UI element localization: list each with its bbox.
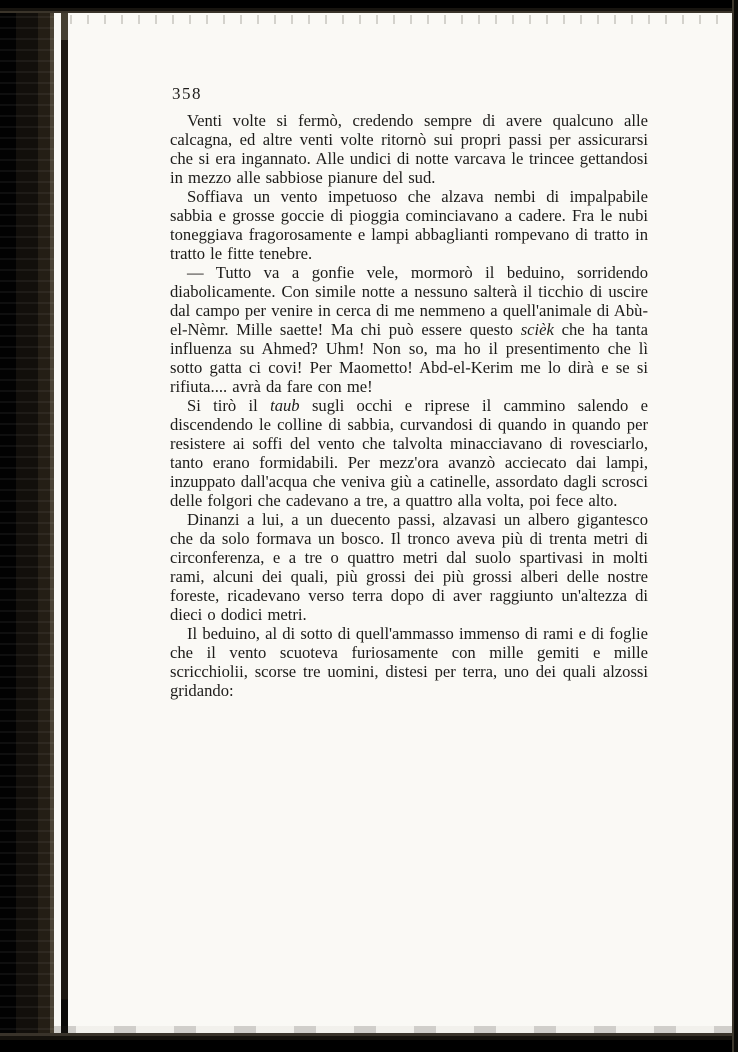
text-segment: che ha tanta influenza su Ahmed? Uhm! Non so, ma ho il presentimento che lì sotto gatta ci covi! Per Maometto! Abd-el-Kerim me lo dirà e se si rifiuta.... avrà da fare con me! (170, 320, 648, 396)
paragraph-3 (170, 263, 648, 396)
text-segment: Soffiava un vento impetuoso che alzava nembi di impalpabile sabbia e grosse goccie di pioggia cominciavano a cadere. Fra le nubi toneggiava fragorosamente e lampi abbaglianti rompevano di tratto in tratto le fitte tenebre. (170, 187, 648, 263)
paragraph-5 (170, 510, 648, 624)
scan-noise-bottom (54, 1026, 738, 1033)
scan-edge-bottom (0, 1033, 738, 1052)
text-segment: Venti volte si fermò, credendo sempre di avere qualcuno alle calcagna, ed altre venti volte ritornò sui propri passi per assicurarsi che si era ingannato. Alle undici di notte varcava le trincee gettandosi in mezzo alle sabbiose pianure del sud. (170, 111, 648, 187)
body-text (170, 111, 648, 700)
text-segment: — Tutto va a gonfie vele, mormorò il beduino, sorridendo diabolicamente. Con simile notte a nessuno salterà il ticchio di uscire dal campo per venire in cerca di me nemmeno a quell'animale di Abù-el-Nèmr. Mille saette! Ma chi può essere questo (170, 263, 648, 339)
scan-edge-right (732, 0, 738, 1052)
text-segment-italic: taub (270, 396, 300, 415)
scan-gutter-line (61, 0, 68, 1052)
scan-noise-top (70, 15, 724, 24)
page-number: 358 (172, 84, 202, 103)
text-column (170, 84, 648, 700)
text-segment: Dinanzi a lui, a un duecento passi, alzavasi un albero gigantesco che da solo formava un bosco. Il tronco aveva più di trenta metri di circonferenza, e a tre o quattro metri dal suolo spartivasi in molti rami, alcuni dei quali, più grossi dei più grossi alberi delle nostre foreste, ricadevano verso terra dopo di aver raggiunto un'altezza di dieci o dodici metri. (170, 510, 648, 624)
paragraph-6 (170, 624, 648, 700)
text-segment-italic: scièk (520, 320, 554, 339)
text-segment: Il beduino, al di sotto di quell'ammasso immenso di rami e di foglie che il vento scuoteva furiosamente con mille gemiti e mille scricchiolii, scorse tre uomini, distesi per terra, uno dei quali alzossi gridando: (170, 624, 648, 700)
paragraph-2 (170, 187, 648, 263)
scan-edge-top (0, 0, 738, 13)
text-segment: sugli occhi e riprese il cammino salendo e discendendo le colline di sabbia, curvandosi di quando in quando per resistere ai soffi del vento che talvolta minacciavano di rovesciarlo, tanto erano formidabili. Per mezz'ora avanzò acciecato dai lampi, inzuppato dall'acqua che veniva giù a catinelle, assordato dagli scrosci delle folgori che cadevano a tre, a quattro alla volta, poi fece alto. (170, 396, 648, 510)
paragraph-4 (170, 396, 648, 510)
text-segment: Si tirò il (187, 396, 271, 415)
scan-edge-left (0, 0, 54, 1052)
paragraph-1 (170, 111, 648, 187)
